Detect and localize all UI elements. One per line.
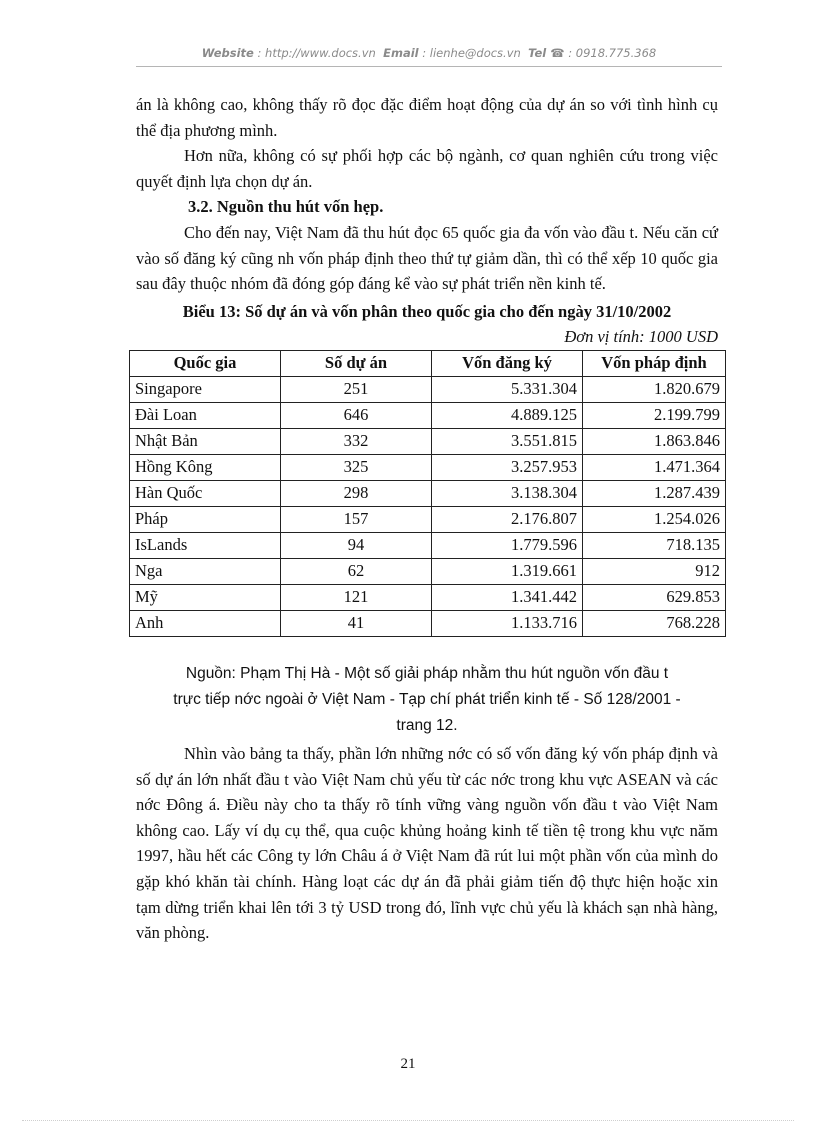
cell-country: Pháp	[130, 506, 281, 532]
cell-country: Đài Loan	[130, 402, 281, 428]
cell-legal: 718.135	[583, 532, 726, 558]
cell-registered: 3.551.815	[432, 428, 583, 454]
cell-country: Singapore	[130, 376, 281, 402]
cell-projects: 332	[281, 428, 432, 454]
header-projects: Số dự án	[281, 350, 432, 376]
cell-country: Nga	[130, 558, 281, 584]
cell-country: Mỹ	[130, 584, 281, 610]
paragraph-4: Nhìn vào bảng ta thấy, phần lớn những nớc có số vốn đăng ký vốn pháp định và số dự án lớn nhất đầu t vào Việt Nam chủ yếu từ các nớc trong khu vực ASEAN và các nớc Đông á. Điều này cho ta thấy rõ tính vững vàng nguồn vốn đầu t vào Việt Nam không cao. Lấy ví dụ cụ thể, qua cuộc khủng hoảng kinh tế tiền tệ trong khu vực năm 1997, hầu hết các Công ty lớn Châu á ở Việt Nam đã rút lui một phần vốn của mình do gặp khó khăn tài chính. Hàng loạt các dự án đã phải giảm tiến độ thực hiện hoặc xin tạm dừng triển khai lên tới 3 tỷ USD trong đó, lĩnh vực chủ yếu là khách sạn nhà hàng, văn phòng.	[136, 743, 718, 943]
cell-registered: 3.138.304	[432, 480, 583, 506]
source-line-1: Nguồn: Phạm Thị Hà - Một số giải pháp nhằm thu hút nguồn vốn đầu t	[185, 664, 669, 682]
cell-projects: 251	[281, 376, 432, 402]
cell-legal: 629.853	[583, 584, 726, 610]
header-registered-capital: Vốn đăng ký	[432, 350, 583, 376]
table-row	[130, 532, 726, 558]
cell-projects: 646	[281, 402, 432, 428]
table-unit: Đơn vị tính: 1000 USD	[564, 327, 718, 347]
page-number: 21	[400, 1056, 416, 1072]
investment-table	[129, 350, 726, 637]
cell-legal: 912	[583, 558, 726, 584]
cell-projects: 41	[281, 610, 432, 636]
cell-legal: 1.471.364	[583, 454, 726, 480]
header-legal-capital: Vốn pháp định	[583, 350, 726, 376]
cell-registered: 5.331.304	[432, 376, 583, 402]
cell-registered: 3.257.953	[432, 454, 583, 480]
cell-registered: 2.176.807	[432, 506, 583, 532]
website-value: : http://www.docs.vn	[257, 46, 376, 60]
cell-registered: 1.133.716	[432, 610, 583, 636]
cell-legal: 1.287.439	[583, 480, 726, 506]
header-country: Quốc gia	[130, 350, 281, 376]
paragraph-1: án là không cao, không thấy rõ đọc đặc điểm hoạt động của dự án so với tình hình cụ thể địa phương mình.	[136, 95, 718, 140]
table-row	[130, 584, 726, 610]
cell-registered: 1.779.596	[432, 532, 583, 558]
cell-legal: 1.863.846	[583, 428, 726, 454]
table-source	[136, 661, 718, 739]
source-line-3: trang 12.	[396, 716, 458, 734]
source-line-2: trực tiếp nớc ngoài ở Việt Nam - Tạp chí phát triển kinh tế - Số 128/2001 -	[173, 690, 681, 708]
header-divider	[136, 66, 722, 67]
cell-legal: 2.199.799	[583, 402, 726, 428]
page-header	[136, 46, 722, 60]
paragraph-2: Hơn nữa, không có sự phối hợp các bộ ngành, cơ quan nghiên cứu trong việc quyết định lựa chọn dự án.	[136, 146, 718, 191]
email-value: : lienhe@docs.vn	[422, 46, 521, 60]
table-row	[130, 506, 726, 532]
cell-registered: 4.889.125	[432, 402, 583, 428]
footer-divider	[22, 1120, 794, 1121]
cell-legal: 1.254.026	[583, 506, 726, 532]
table-caption: Biểu 13: Số dự án và vốn phân theo quốc gia cho đến ngày 31/10/2002	[182, 301, 672, 321]
table-row	[130, 610, 726, 636]
cell-registered: 1.319.661	[432, 558, 583, 584]
table-row	[130, 428, 726, 454]
tel-value: : 0918.775.368	[568, 46, 657, 60]
page-content	[136, 92, 718, 946]
cell-country: Nhật Bản	[130, 428, 281, 454]
paragraph-3: Cho đến nay, Việt Nam đã thu hút đọc 65 quốc gia đa vốn vào đầu t. Nếu căn cứ vào số đăng ký cũng nh vốn pháp định theo thứ tự giảm dần, thì có thể xếp 10 quốc gia sau đây thuộc nhóm đã đóng góp đáng kể vào sự phát triển nền kinh tế.	[136, 222, 718, 294]
table-row	[130, 402, 726, 428]
cell-legal: 1.820.679	[583, 376, 726, 402]
tel-label: Tel ☎	[528, 46, 565, 60]
cell-projects: 62	[281, 558, 432, 584]
cell-projects: 157	[281, 506, 432, 532]
cell-projects: 298	[281, 480, 432, 506]
cell-projects: 94	[281, 532, 432, 558]
cell-country: Hồng Kông	[130, 454, 281, 480]
table-row	[130, 376, 726, 402]
table-row	[130, 558, 726, 584]
cell-projects: 121	[281, 584, 432, 610]
cell-projects: 325	[281, 454, 432, 480]
table-row	[130, 454, 726, 480]
cell-registered: 1.341.442	[432, 584, 583, 610]
cell-country: IsLands	[130, 532, 281, 558]
section-title: 3.2. Nguồn thu hút vốn hẹp.	[188, 197, 384, 217]
website-label: Website	[201, 46, 254, 60]
table-header-row	[130, 350, 726, 376]
table-row	[130, 480, 726, 506]
cell-country: Hàn Quốc	[130, 480, 281, 506]
email-label: Email	[383, 46, 419, 60]
cell-legal: 768.228	[583, 610, 726, 636]
cell-country: Anh	[130, 610, 281, 636]
